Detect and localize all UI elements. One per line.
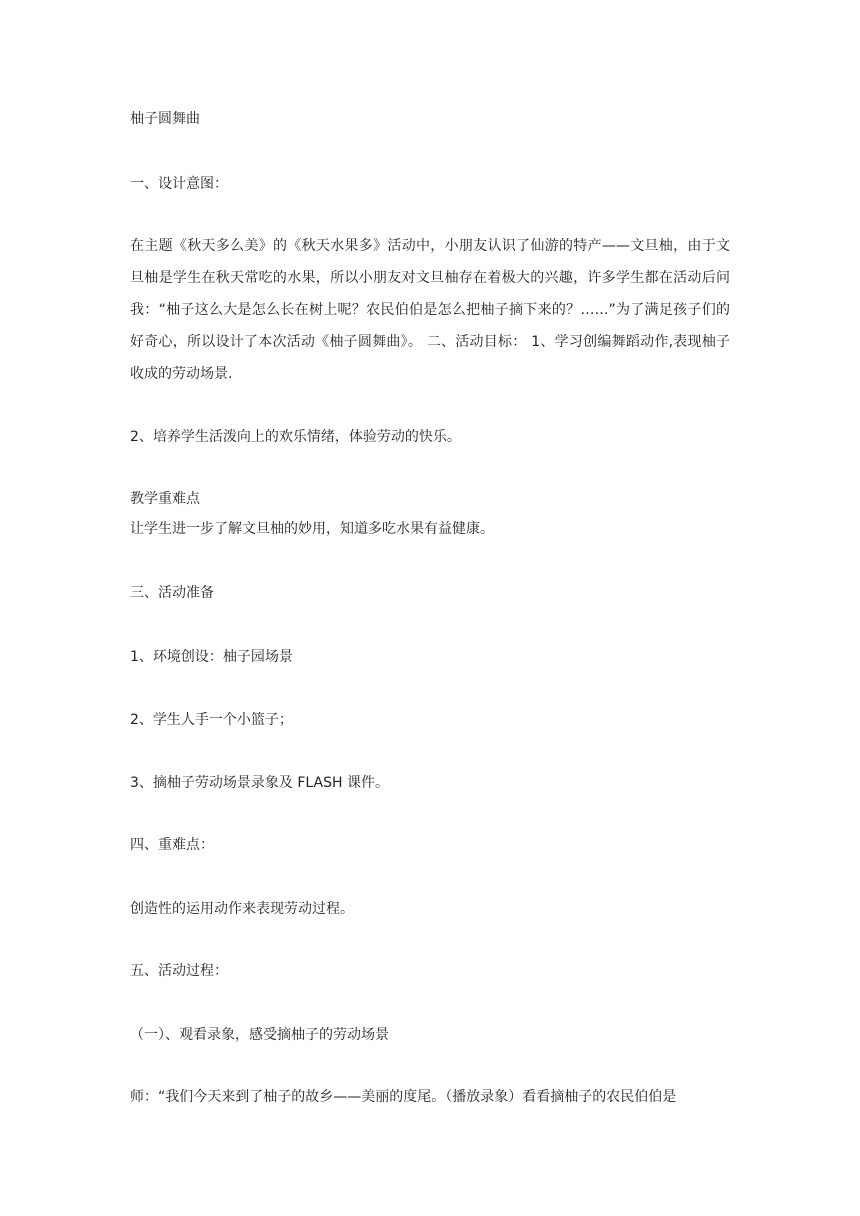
difficulties-text: 创造性的运用动作来表现劳动过程。 (130, 901, 354, 917)
preparation-item-2: 2、学生人手一个小篮子； (130, 712, 293, 728)
section-heading-difficulties: 四、重难点： (130, 837, 214, 853)
teacher-dialogue-line: 师：“我们今天来到了柚子的故乡——美丽的度尾。（播放录象）看看摘柚子的农民伯伯是 (130, 1089, 677, 1105)
goal-item-2: 2、培养学生活泼向上的欢乐情绪，体验劳动的快乐。 (130, 429, 461, 445)
section-heading-preparation: 三、活动准备 (130, 585, 214, 601)
document-title: 柚子圆舞曲 (130, 111, 200, 127)
preparation-item-1: 1、环境创设：柚子园场景 (130, 649, 293, 665)
design-intent-paragraph: 在主题《秋天多么美》的《秋天水果多》活动中，小朋友认识了仙游的特产——文旦柚，由于文旦柚是学生在秋天常吃的水果，所以小朋友对文旦柚存在着极大的兴趣，许多学生都在活动后问我：“柚子这么大是怎么长在树上呢？农民伯伯是怎么把柚子摘下来的？……”为了满足孩子们的好奇心，所以设计了本次活动《柚子圆舞曲》。 二、活动目标： 1、学习创编舞蹈动作,表现柚子收成的劳动场景. (130, 238, 730, 382)
section-heading-design-intent: 一、设计意图： (130, 176, 228, 192)
section-heading-process: 五、活动过程： (130, 963, 228, 979)
key-points-text: 让学生进一步了解文旦柚的妙用，知道多吃水果有益健康。 (130, 521, 494, 537)
key-points-heading: 教学重难点 (130, 491, 200, 507)
preparation-item-3: 3、摘柚子劳动场景录象及 FLASH 课件。 (130, 775, 389, 791)
process-step-1-heading: （一）、观看录象，感受摘柚子的劳动场景 (130, 1027, 389, 1043)
